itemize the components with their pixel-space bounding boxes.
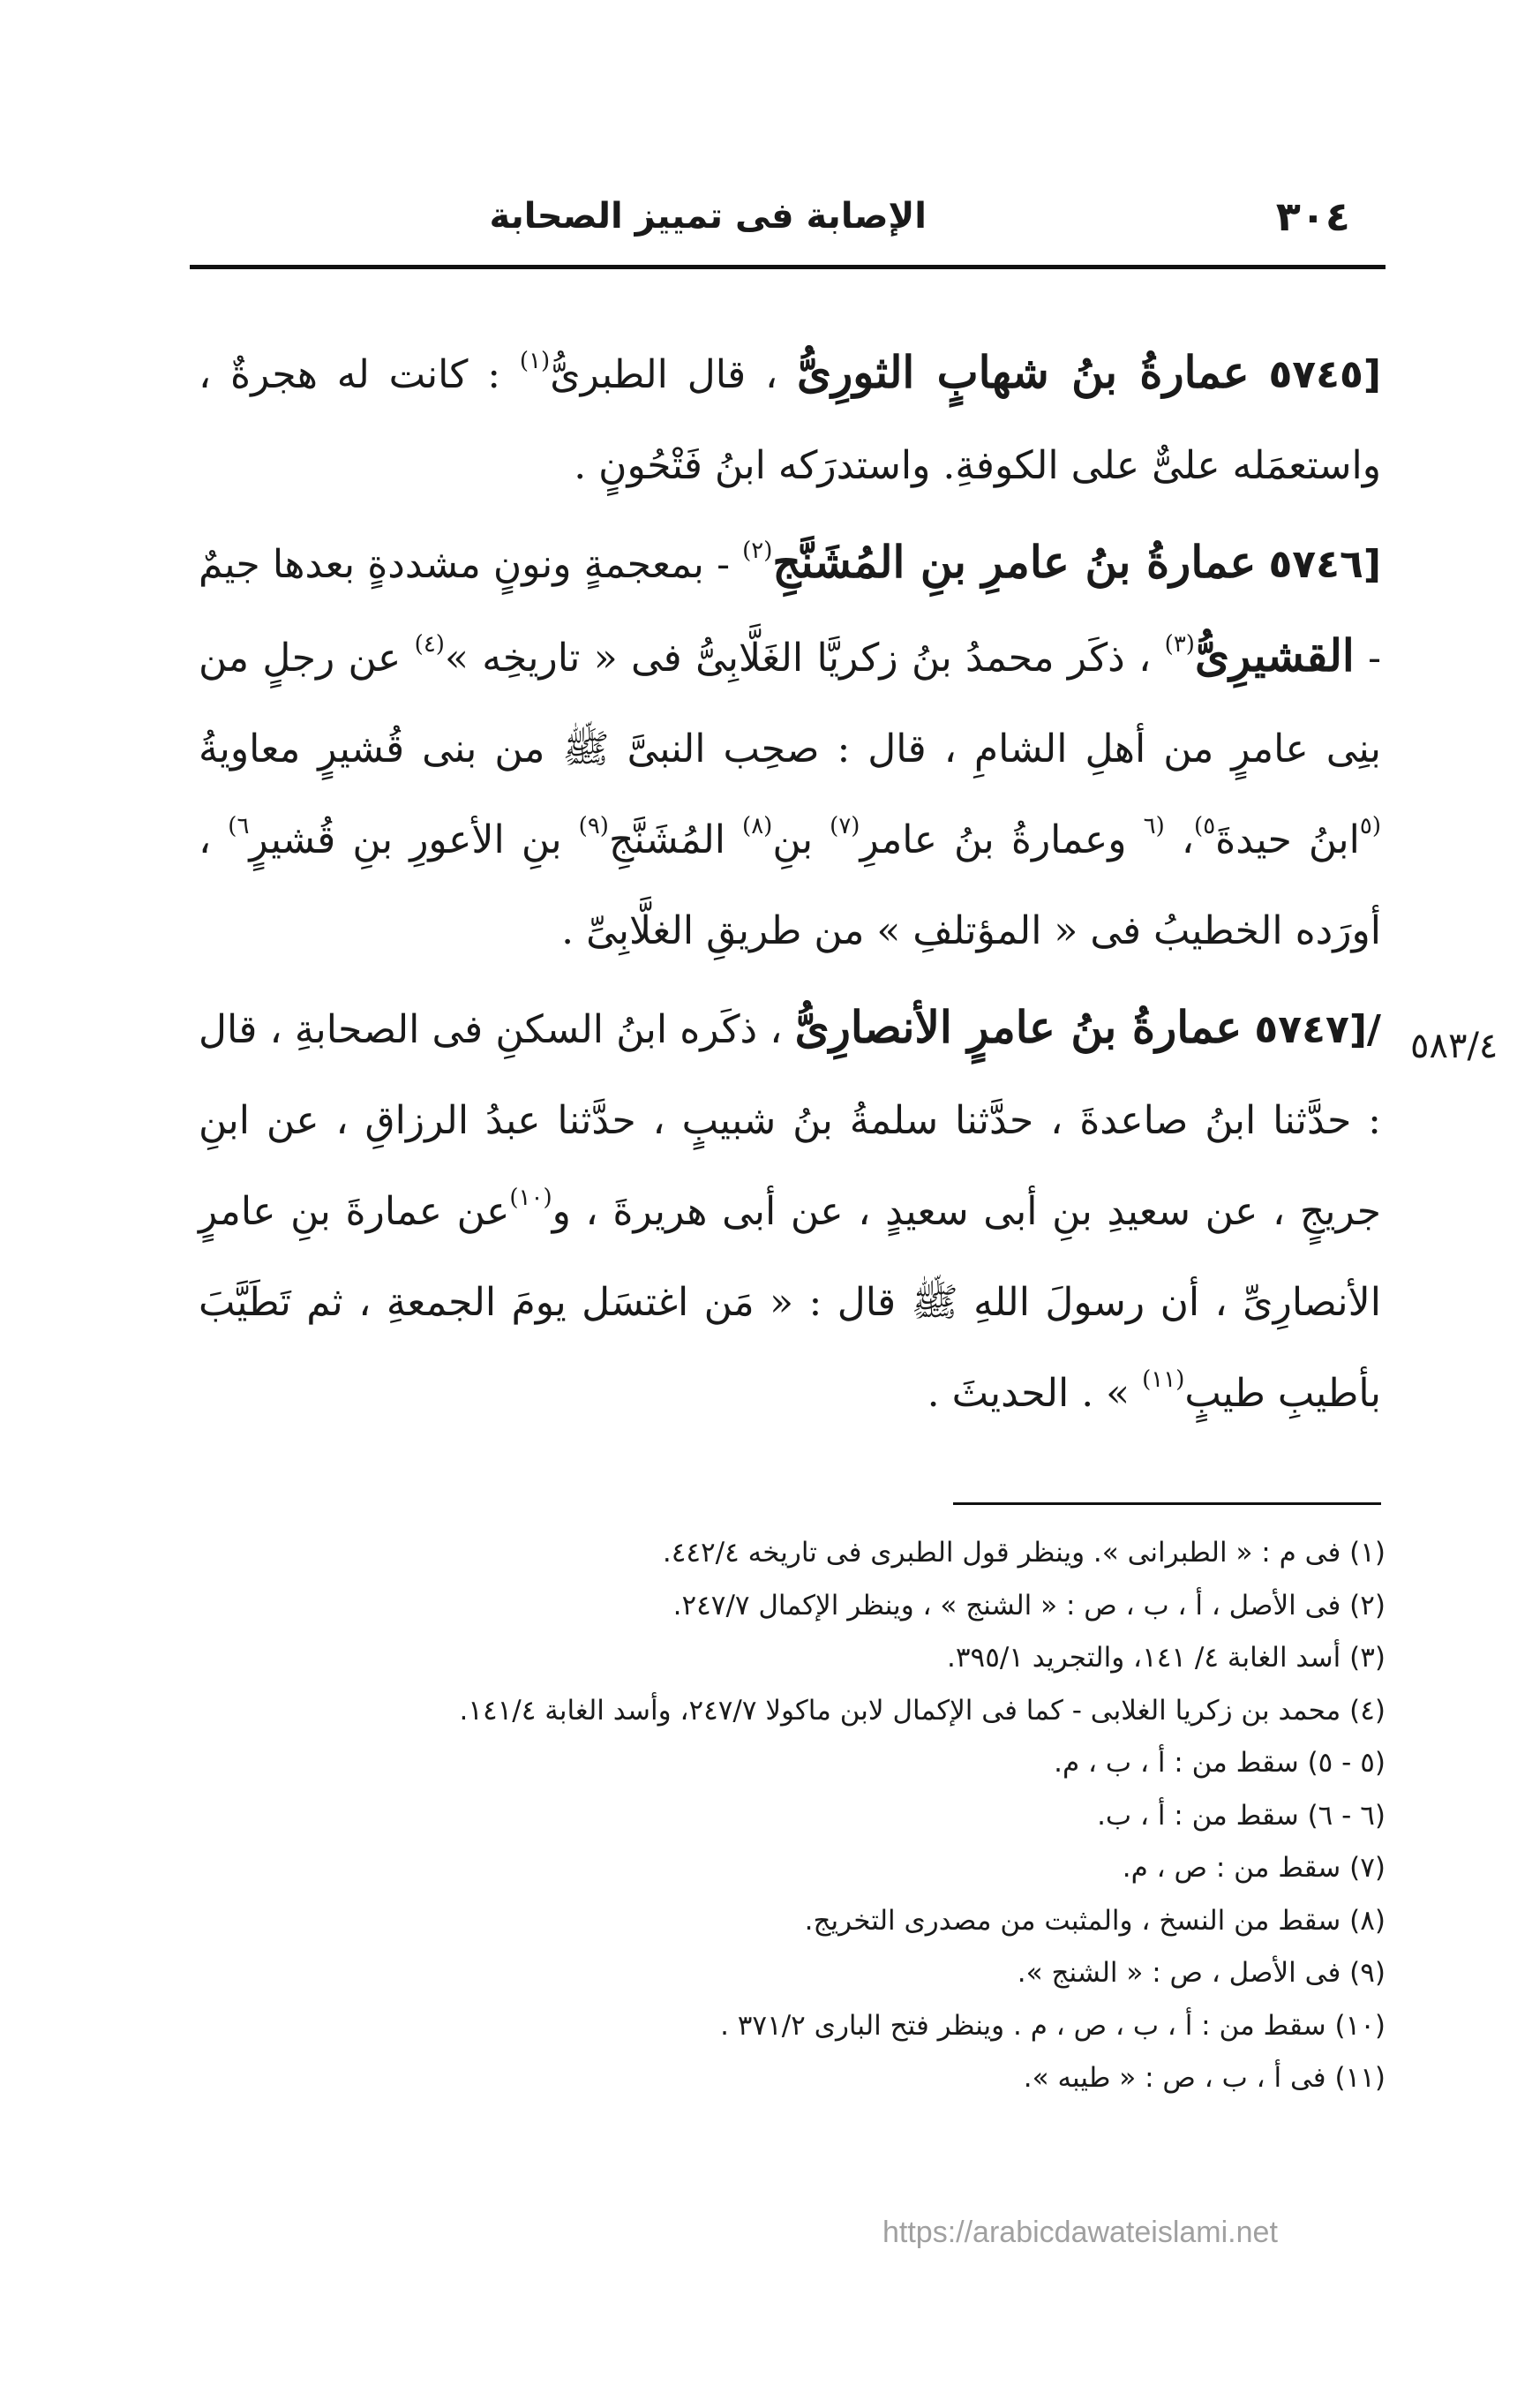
footnote-ref: (٤) [414, 631, 445, 658]
footnote-3: (٣) أسد الغابة ٤/ ١٤١، والتجريد ٣٩٥/١. [947, 1642, 1386, 1674]
footnote-2: (٢) فى الأصل ، أ ، ب ، ص : « الشنج » ، وينظر الإكمال ٢٤٧/٧. [672, 1589, 1386, 1622]
entry-text: عن رجلٍ من بنِى عامرٍ من أهلِ الشامِ ، قال : صحِب النبىَّ ﷺ من بنى قُشيرٍ معاويةُ [199, 636, 1381, 771]
entry-number: /[٥٧٤٧ [1254, 1007, 1381, 1052]
entry-name: عمارةُ بنُ عامرٍ الأنصارِىُّ [794, 1001, 1243, 1053]
footnote-separator [953, 1502, 1381, 1505]
page-number: ٣٠٤ [1275, 192, 1350, 240]
entry-name: عمارةُ بنُ شهابٍ الثورِىُّ [797, 346, 1250, 398]
footnote-ref: (٢) [742, 538, 773, 564]
footnote-ref: (٨) [742, 813, 773, 839]
footnote-ref: (١٠) [509, 1185, 552, 1211]
entry-5747 [199, 982, 1381, 1439]
footnote-5: (٥ - ٥) سقط من : أ ، ب ، م. [1054, 1747, 1386, 1779]
running-title: الإصابة فى تمييز الصحابة [489, 196, 927, 237]
header-rule [190, 265, 1386, 269]
entry-nisba: القشيرِىُّ [1194, 629, 1355, 681]
footnote-ref: (٦ [1143, 813, 1165, 839]
footnote-ref: (٥ [1359, 813, 1381, 839]
page-header [190, 192, 1386, 254]
entry-number: [٥٧٤٦ [1268, 542, 1381, 587]
watermark-url: https://arabicdawateislami.net [882, 2216, 1278, 2249]
footnote-8: (٨) سقط من النسخ ، والمثبت من مصدرى التخريج. [804, 1904, 1386, 1937]
footnote-10: (١٠) سقط من : أ ، ب ، ص ، م . وينظر فتح البارى ٣٧١/٢ . [720, 2009, 1386, 2042]
footnote-ref: (٣) [1164, 631, 1195, 658]
entry-5746 [199, 516, 1381, 976]
entry-text: » . الحديثَ . [927, 1371, 1143, 1416]
entry-text: بنِ الأعورِ بنِ قُشيرٍ [249, 817, 579, 862]
footnote-ref: (١) [519, 348, 551, 374]
entry-text: ، أورَده الخطيبُ فى « المؤتلفِ » من طريقِ الغلَّابِىِّ . [199, 817, 1381, 953]
footnote-ref: ٦) [228, 813, 250, 839]
footnote-9: (٩) فى الأصل ، ص : « الشنج ». [1017, 1957, 1386, 1989]
footnote-1: (١) فى م : « الطبرانى ». وينظر قول الطبرى فى تاريخه ٤٤٢/٤. [662, 1537, 1386, 1569]
entry-text: بنِ [772, 817, 830, 862]
footnote-ref: ٥) [1194, 813, 1216, 839]
main-text [199, 327, 1381, 1444]
entry-text: - بمعجمةٍ ونونٍ مشددةٍ بعدها جيمٌ - [199, 542, 1382, 681]
footnote-6: (٦ - ٦) سقط من : أ ، ب. [1097, 1799, 1386, 1832]
footnotes [199, 1527, 1386, 2105]
entry-text: ، ذكَر محمدُ بنُ زكريَّا الغَلَّابِىُّ فى « تاريخِه » [444, 636, 1165, 681]
entry-text: ، [1164, 817, 1195, 862]
entry-text: ، ذكَره ابنُ السكنِ فى الصحابةِ ، قال : حدَّثنا ابنُ صاعدةَ ، حدَّثنا سلمةُ بنُ شبيبٍ ، حدَّثنا عبدُ الرزاقِ ، عن ابنِ جريجٍ ، عن سعيدِ بنِ أبى سعيدٍ ، عن أبى هريرةَ ، و [199, 1007, 1382, 1234]
footnote-ref: (٧) [830, 813, 860, 839]
footnote-ref: (٩) [578, 813, 609, 839]
footnote-7: (٧) سقط من : ص ، م. [1122, 1852, 1386, 1884]
footnote-ref: (١١) [1142, 1366, 1185, 1393]
entry-text: ، قال الطبرىُّ [550, 352, 778, 397]
entry-5745 [199, 327, 1381, 511]
entry-name: عمارةُ بنُ عامرِ بنِ المُشَنَّجِ [772, 536, 1257, 588]
entry-text: : كانت له هجرةٌ ، واستعمَله علىٌّ على الكوفةِ. واستدرَكه ابنُ فَتْحُونٍ . [199, 352, 1381, 488]
entry-text: عن عمارةَ بنِ عامرٍ الأنصارِىِّ ، أن رسولَ اللهِ ﷺ قال : « مَن اغتسَل يومَ الجمعةِ ، ثم تَطَيَّبَ بأطيبِ طيبٍ [199, 1189, 1381, 1416]
margin-reference: ٥٨٣/٤ [1410, 1026, 1498, 1066]
footnote-11: (١١) فى أ ، ب ، ص : « طيبه ». [1023, 2062, 1386, 2094]
entry-text: وعمارةُ بنُ عامرِ [860, 817, 1144, 862]
entry-text: المُشَنَّجِ [608, 817, 743, 862]
entry-text: ابنُ حيدةَ [1215, 817, 1360, 862]
footnote-4: (٤) محمد بن زكريا الغلابى - كما فى الإكمال لابن ماكولا ٢٤٧/٧، وأسد الغابة ١٤١/٤. [459, 1694, 1386, 1727]
entry-number: [٥٧٤٥ [1268, 352, 1381, 397]
